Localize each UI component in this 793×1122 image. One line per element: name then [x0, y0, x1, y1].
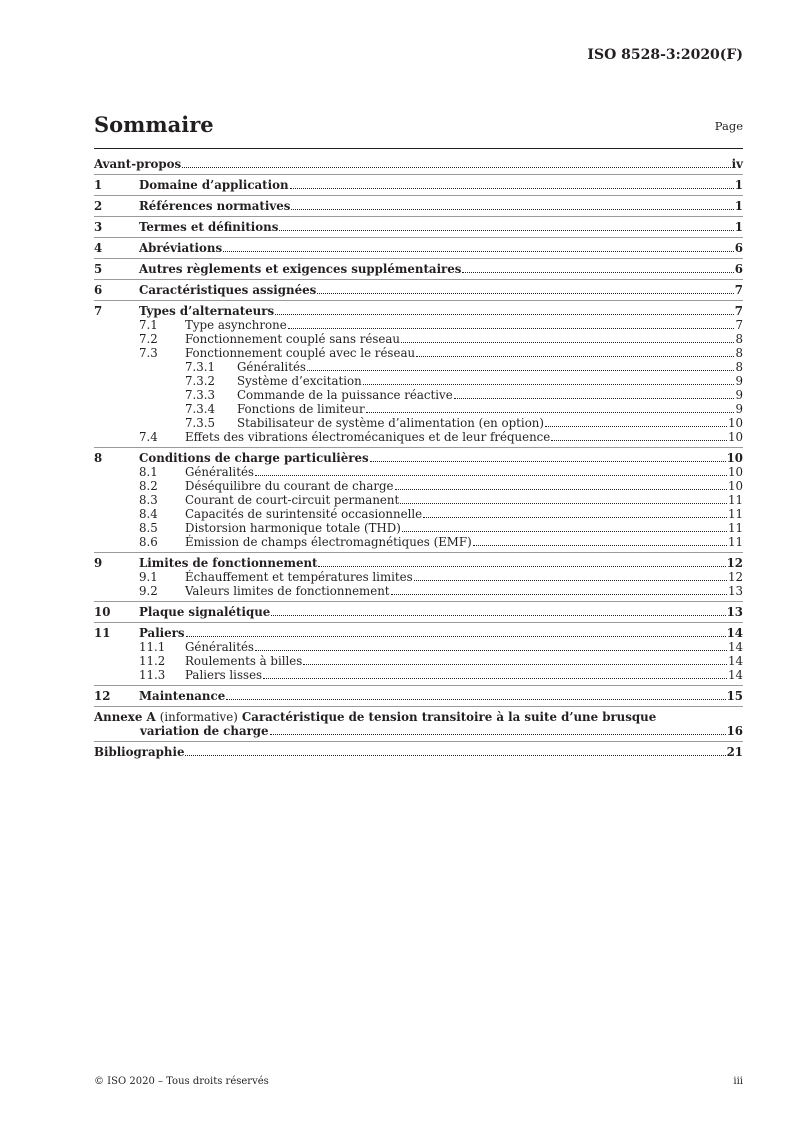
toc-entry-label: Capacités de surintensité occasionnelle: [185, 507, 423, 521]
toc-entry-number: 11.2: [139, 654, 166, 668]
toc-entry-number: 8.3: [139, 493, 158, 507]
dot-leader: [416, 356, 734, 357]
dot-leader: [290, 188, 734, 189]
toc-entry[interactable]: [94, 507, 743, 521]
dot-leader: [255, 650, 727, 651]
toc-entry[interactable]: [94, 332, 743, 346]
toc-entry[interactable]: [94, 493, 743, 507]
page-title: Sommaire: [94, 112, 214, 137]
toc-entry-label: Maintenance: [139, 689, 226, 703]
dot-leader: [223, 251, 734, 252]
title-rule: [94, 148, 743, 149]
toc-entry-number: 10: [94, 605, 111, 619]
toc-entry-label: Autres règlements et exigences supplémentaires: [139, 262, 462, 276]
toc-entry-page: 14: [726, 626, 743, 640]
toc-entry-page: 11: [727, 535, 743, 549]
toc-entry[interactable]: [94, 374, 743, 388]
dot-leader: [395, 489, 727, 490]
dot-leader: [401, 342, 734, 343]
toc-entry-page: 13: [727, 584, 743, 598]
toc-entry[interactable]: [94, 556, 743, 570]
toc-entry[interactable]: [94, 689, 743, 703]
toc-entry[interactable]: [94, 479, 743, 493]
toc-entry-page: 10: [726, 451, 743, 465]
toc-entry-label: Types d’alternateurs: [139, 304, 275, 318]
toc-entry[interactable]: [94, 402, 743, 416]
toc-entry-number: 2: [94, 199, 103, 213]
toc-entry-label: Paliers lisses: [185, 668, 263, 682]
toc-entry-number: 9.1: [139, 570, 158, 584]
toc-entry-page: 14: [727, 654, 743, 668]
toc-entry-number: 7.3.1: [185, 360, 216, 374]
toc-entry-label: Caractéristiques assignées: [139, 283, 317, 297]
toc-entry-label: Échauffement et températures limites: [185, 570, 413, 584]
dot-leader: [270, 734, 726, 735]
toc-entry-page: 12: [727, 570, 743, 584]
toc-entry[interactable]: [94, 570, 743, 584]
bibliography-page: 21: [726, 745, 743, 759]
dot-leader: [366, 412, 735, 413]
toc-entry-label: Généralités: [237, 360, 306, 374]
toc-entry-number: 8.2: [139, 479, 158, 493]
toc-entry-annex-a[interactable]: [94, 710, 743, 738]
toc-entry[interactable]: [94, 416, 743, 430]
toc-entry[interactable]: [94, 283, 743, 297]
dot-leader: [473, 545, 727, 546]
toc-entry-page: 1: [734, 178, 743, 192]
toc-entry-number: 8: [94, 451, 103, 465]
toc-entry-page: 13: [726, 605, 743, 619]
toc-entry-number: 7.1: [139, 318, 158, 332]
toc-entry-page: 10: [727, 416, 743, 430]
dot-leader: [279, 230, 733, 231]
toc-entry-page: 11: [727, 493, 743, 507]
toc-entry-label: Généralités: [185, 640, 254, 654]
toc-entry[interactable]: [94, 178, 743, 192]
toc-entry-number: 7.4: [139, 430, 158, 444]
toc-entry[interactable]: [94, 654, 743, 668]
toc-entry-label: Domaine d’application: [139, 178, 289, 192]
toc-entry-page: 8: [735, 360, 743, 374]
toc-entry-label: Paliers: [139, 626, 185, 640]
toc-entry[interactable]: [94, 157, 743, 171]
dot-leader: [551, 440, 727, 441]
toc-entry-page: 10: [727, 465, 743, 479]
dot-leader: [275, 314, 734, 315]
toc-entry[interactable]: [94, 388, 743, 402]
toc-entry-page: 14: [727, 640, 743, 654]
toc-entry-page: 6: [734, 262, 743, 276]
toc-entry[interactable]: [94, 220, 743, 234]
toc-entry-number: 1: [94, 178, 103, 192]
toc-entry-number: 3: [94, 220, 103, 234]
toc-entry-page: 15: [726, 689, 743, 703]
dot-leader: [400, 503, 727, 504]
toc-entry-label: Roulements à billes: [185, 654, 303, 668]
toc-entry-number: 8.4: [139, 507, 158, 521]
dot-leader: [363, 384, 735, 385]
toc-entry-page: 7: [734, 283, 743, 297]
toc-entry-label: Termes et définitions: [139, 220, 279, 234]
toc-entry-page: 9: [735, 402, 743, 416]
toc-entries: [94, 157, 743, 703]
toc-entry-page: 10: [727, 430, 743, 444]
dot-leader: [291, 209, 733, 210]
toc-entry-label: Généralités: [185, 465, 254, 479]
toc-entry-number: 7.3.3: [185, 388, 216, 402]
toc-separator: [94, 447, 743, 448]
toc-entry-page: 6: [734, 241, 743, 255]
toc-entry-label: Fonctionnement couplé sans réseau: [185, 332, 401, 346]
dot-leader: [303, 664, 727, 665]
toc-entry-page: 14: [727, 668, 743, 682]
toc-separator: [94, 601, 743, 602]
toc-entry[interactable]: [94, 304, 743, 318]
dot-leader: [454, 398, 735, 399]
toc-entry[interactable]: [94, 451, 743, 465]
toc-entry[interactable]: [94, 521, 743, 535]
toc-entry-label: Courant de court-circuit permanent: [185, 493, 400, 507]
footer-copyright: © ISO 2020 – Tous droits réservés: [94, 1076, 269, 1087]
toc-entry[interactable]: [94, 668, 743, 682]
toc-entry-label: Stabilisateur de système d’alimentation (en option): [237, 416, 545, 430]
dot-leader: [271, 615, 725, 616]
toc-separator: [94, 552, 743, 553]
document-id: ISO 8528-3:2020(F): [587, 47, 743, 63]
toc-separator: [94, 258, 743, 259]
toc-entry-page: 12: [726, 556, 743, 570]
toc-entry-number: 7: [94, 304, 103, 318]
toc-entry-number: 11.3: [139, 668, 166, 682]
toc-entry[interactable]: [94, 640, 743, 654]
bibliography-label: Bibliographie: [94, 745, 185, 759]
toc-entry-number: 11: [94, 626, 111, 640]
toc-entry-page: 8: [735, 346, 743, 360]
dot-leader: [185, 755, 725, 756]
toc-entry-number: 9.2: [139, 584, 158, 598]
toc-entry-number: 12: [94, 689, 111, 703]
toc-entry-number: 11.1: [139, 640, 166, 654]
toc-separator: [94, 685, 743, 686]
toc-entry-label: Valeurs limites de fonctionnement: [185, 584, 390, 598]
toc-entry-label: Fonctions de limiteur: [237, 402, 365, 416]
toc-entry-number: 8.5: [139, 521, 158, 535]
toc-entry-bibliography[interactable]: [94, 745, 743, 759]
toc-entry[interactable]: [94, 465, 743, 479]
toc-entry-label: Références normatives: [139, 199, 291, 213]
toc-entry[interactable]: [94, 241, 743, 255]
dot-leader: [402, 531, 727, 532]
toc-entry[interactable]: [94, 535, 743, 549]
toc-entry-number: 4: [94, 241, 103, 255]
dot-leader: [186, 636, 726, 637]
toc-separator: [94, 300, 743, 301]
dot-leader: [545, 426, 727, 427]
annex-prefix: Annexe A: [94, 710, 156, 724]
toc-entry-page: 9: [735, 388, 743, 402]
toc-entry-number: 8.1: [139, 465, 158, 479]
toc-entry[interactable]: [94, 605, 743, 619]
toc-entry-page: 1: [734, 220, 743, 234]
toc-entry[interactable]: [94, 262, 743, 276]
dot-leader: [288, 328, 735, 329]
toc-entry-label: Plaque signalétique: [139, 605, 271, 619]
toc-entry[interactable]: [94, 346, 743, 360]
toc-entry-number: 7.3.2: [185, 374, 216, 388]
dot-leader: [182, 167, 730, 168]
dot-leader: [423, 517, 727, 518]
toc-entry-page: 9: [735, 374, 743, 388]
toc-entry-label: Système d’excitation: [237, 374, 362, 388]
toc-entry[interactable]: [94, 360, 743, 374]
dot-leader: [226, 699, 725, 700]
toc-separator: [94, 195, 743, 196]
toc-entry-label: Distorsion harmonique totale (THD): [185, 521, 401, 535]
toc-entry[interactable]: [94, 430, 743, 444]
annex-page: 16: [726, 724, 743, 738]
toc-separator: [94, 706, 743, 707]
toc-entry-number: 7.3.5: [185, 416, 216, 430]
toc-entry-number: 7.3: [139, 346, 158, 360]
toc-entry[interactable]: [94, 626, 743, 640]
dot-leader: [255, 475, 727, 476]
annex-title-line1: Caractéristique de tension transitoire à la suite d’une brusque: [241, 710, 657, 724]
toc-entry-page: 11: [727, 507, 743, 521]
toc-entry-page: 1: [734, 199, 743, 213]
annex-title-line2: variation de charge: [140, 724, 269, 738]
toc-entry-label: Limites de fonctionnement: [139, 556, 318, 570]
dot-leader: [414, 580, 727, 581]
toc-entry-number: 7.2: [139, 332, 158, 346]
toc-entry-page: iv: [731, 157, 743, 171]
toc-separator: [94, 237, 743, 238]
toc-entry-label: Émission de champs électromagnétiques (EMF): [185, 535, 472, 549]
toc-entry-label: Commande de la puissance réactive: [237, 388, 453, 402]
toc-separator: [94, 622, 743, 623]
toc-entry-label: Effets des vibrations électromécaniques et de leur fréquence: [185, 430, 551, 444]
toc-entry-page: 8: [735, 332, 743, 346]
dot-leader: [391, 594, 727, 595]
toc-separator: [94, 216, 743, 217]
toc-entry-page: 7: [734, 304, 743, 318]
toc-entry-number: 5: [94, 262, 103, 276]
toc-entry-number: 7.3.4: [185, 402, 216, 416]
annex-kind: (informative): [159, 710, 238, 724]
table-of-contents: [94, 157, 743, 759]
toc-entry-page: 7: [735, 318, 743, 332]
toc-entry[interactable]: [94, 584, 743, 598]
dot-leader: [462, 272, 733, 273]
dot-leader: [318, 566, 725, 567]
dot-leader: [317, 293, 734, 294]
toc-entry-label: Fonctionnement couplé avec le réseau: [185, 346, 416, 360]
toc-entry-label: Abréviations: [139, 241, 223, 255]
toc-entry-number: 8.6: [139, 535, 158, 549]
dot-leader: [263, 678, 727, 679]
dot-leader: [307, 370, 735, 371]
page-column-label: Page: [714, 119, 743, 133]
footer-page-number: iii: [733, 1076, 743, 1087]
toc-separator: [94, 279, 743, 280]
toc-entry[interactable]: [94, 318, 743, 332]
toc-entry-label: Avant-propos: [94, 157, 182, 171]
toc-entry-page: 11: [727, 521, 743, 535]
toc-entry-number: 9: [94, 556, 103, 570]
toc-entry-label: Type asynchrone: [185, 318, 287, 332]
toc-entry-label: Conditions de charge particulières: [139, 451, 369, 465]
toc-separator: [94, 174, 743, 175]
dot-leader: [370, 461, 726, 462]
toc-entry-number: 6: [94, 283, 103, 297]
toc-entry-page: 10: [727, 479, 743, 493]
toc-separator: [94, 741, 743, 742]
toc-entry-label: Déséquilibre du courant de charge: [185, 479, 394, 493]
toc-entry[interactable]: [94, 199, 743, 213]
